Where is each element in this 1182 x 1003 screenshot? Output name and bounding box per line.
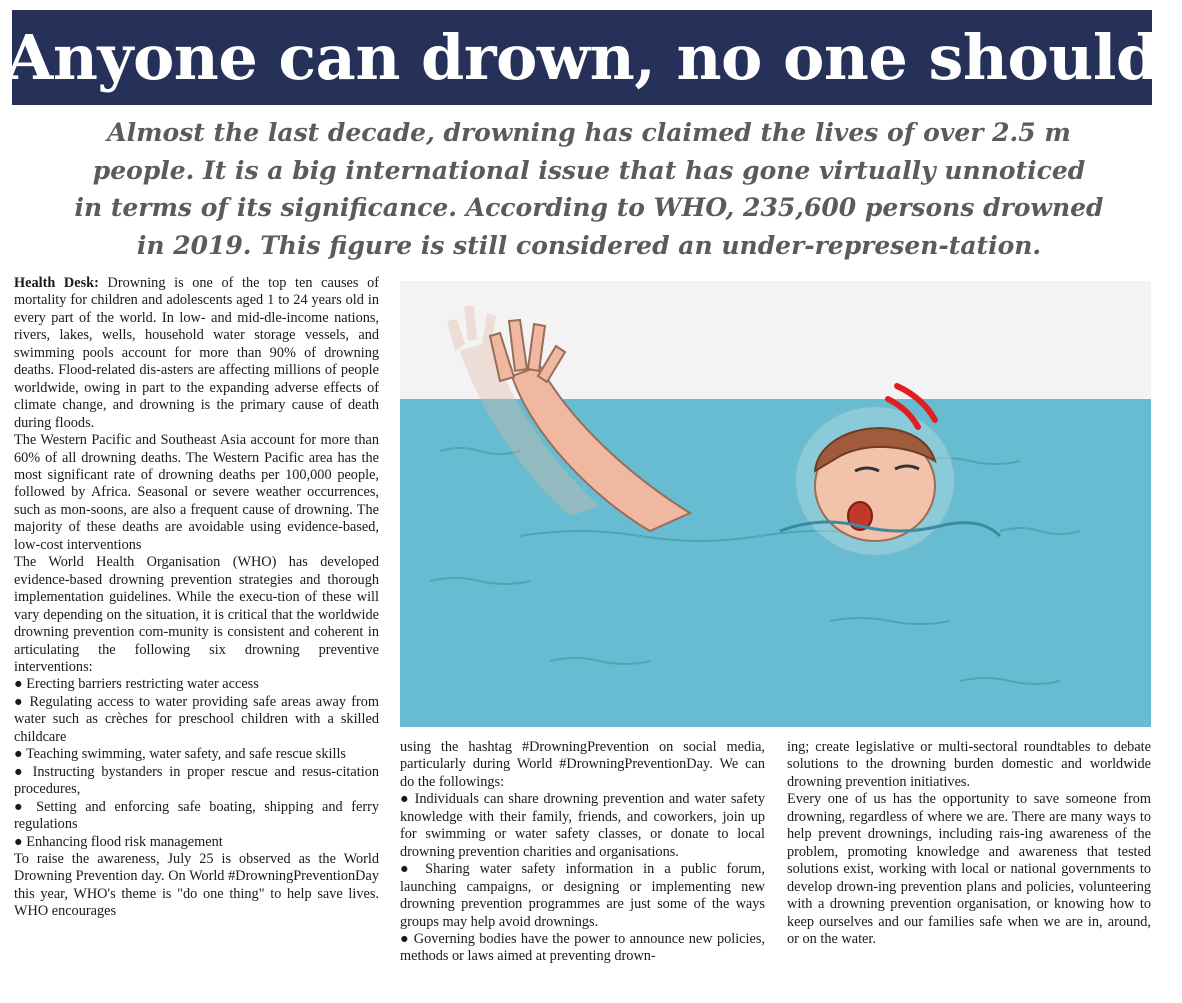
child-head	[815, 428, 935, 541]
standfirst-line: people. It is a big international issue that has gone virtually unnoticed	[92, 155, 1086, 185]
article-paragraph: using the hashtag #DrowningPrevention on social media, particularly during World #DrowningPreventionDay. We can do the followings:	[400, 739, 765, 790]
bullet-item: ● Teaching swimming, water safety, and safe rescue skills	[14, 746, 346, 763]
standfirst	[14, 114, 1164, 264]
article-column-1	[14, 275, 379, 921]
standfirst-line: Almost the last decade, drowning has claimed the lives of over 2.5 m	[107, 118, 1071, 147]
article-column-3	[787, 739, 1151, 948]
bullet-item: ● Erecting barriers restricting water access	[14, 676, 259, 693]
bullet-item: ● Instructing bystanders in proper rescue and resus-citation procedures,	[14, 763, 379, 798]
article-paragraph: ing; create legislative or multi-sectoral roundtables to debate solutions to the drowning burden domestic and worldwide drowning prevention initiatives.	[787, 739, 1151, 790]
article-column-2	[400, 739, 765, 966]
headline: Anyone can drown, no one should	[5, 21, 1159, 94]
bullet-item: ● Setting and enforcing safe boating, shipping and ferry regulations	[14, 798, 379, 833]
section-label: Health Desk:	[14, 275, 99, 291]
bullet-item: ● Governing bodies have the power to announce new policies, methods or laws aimed at preventing drown-	[400, 930, 765, 965]
bullet-item: ● Enhancing flood risk management	[14, 833, 223, 850]
headline-banner	[5, 10, 1159, 105]
bullet-item: ● Sharing water safety information in a public forum, launching campaigns, or designing or implementing new drowning prevention programmes are just some of the ways groups may help avoid drownings.	[400, 861, 765, 930]
article-paragraph: To raise the awareness, July 25 is observed as the World Drowning Prevention day. On World #DrowningPreventionDay this year, WHO's theme is "do one thing" to help save lives. WHO encourages	[14, 850, 379, 920]
drowning-illustration	[400, 281, 1151, 727]
standfirst-line: in terms of its significance. According to WHO, 235,600 persons drowned	[74, 193, 1104, 222]
bullet-item: ● Regulating access to water providing safe areas away from water such as crèches for preschool children with a skilled childcare	[14, 693, 379, 745]
article-paragraph: The Western Pacific and Southeast Asia account for more than 60% of all drowning deaths. The Western Pacific area has the most significant rate of drowning deaths per 100,000 people, followed by Africa. Seasonal or severe weather occurrences, such as mon-soons, are also a frequent cause of drowning. The majority of these deaths are avoidable using evidence-based, low-cost interventions	[14, 432, 379, 553]
article-paragraph: Every one of us has the opportunity to save someone from drowning, regardless of where we are. There are many ways to help prevent drownings, including rais-ing awareness of the problem, promoting knowledge and awareness that tested solutions exist, working with local or national governments to develop drown-ing prevention plans and policies, volunteering with a drowning prevention organisation, or knowing how to keep ourselves and our families safe when we are in, around, or on the water.	[787, 791, 1151, 947]
article-paragraph	[14, 275, 379, 432]
paragraph-text: Drowning is one of the top ten causes of mortality for children and adolescents aged 1 to 24 years old in every part of the world. In low- and mid-dle-income nations, rivers, lakes, wells, household water storage vessels, and swimming pools account for more than 90% of drowning deaths. Flood-related dis-asters are affecting millions of people worldwide, owing in part to the expanding adverse effects of climate change, and drowning is the primary cause of death during floods.	[14, 275, 379, 431]
standfirst-line: in 2019. This figure is still considered an under-represen-tation.	[136, 230, 1042, 260]
article-paragraph: The World Health Organisation (WHO) has developed evidence-based drowning prevention strategies and thorough implementation guidelines. While the execu-tion of these will vary depending on the situation, it is critical that the worldwide drowning prevention com-munity is consistent and coherent in articulating the following six drowning preventive interventions:	[14, 554, 379, 675]
bullet-item: ● Individuals can share drowning prevention and water safety knowledge with their family, friends, and coworkers, join up for swimming or water safety classes, or donate to local drowning prevention charities and organisations.	[400, 791, 765, 860]
